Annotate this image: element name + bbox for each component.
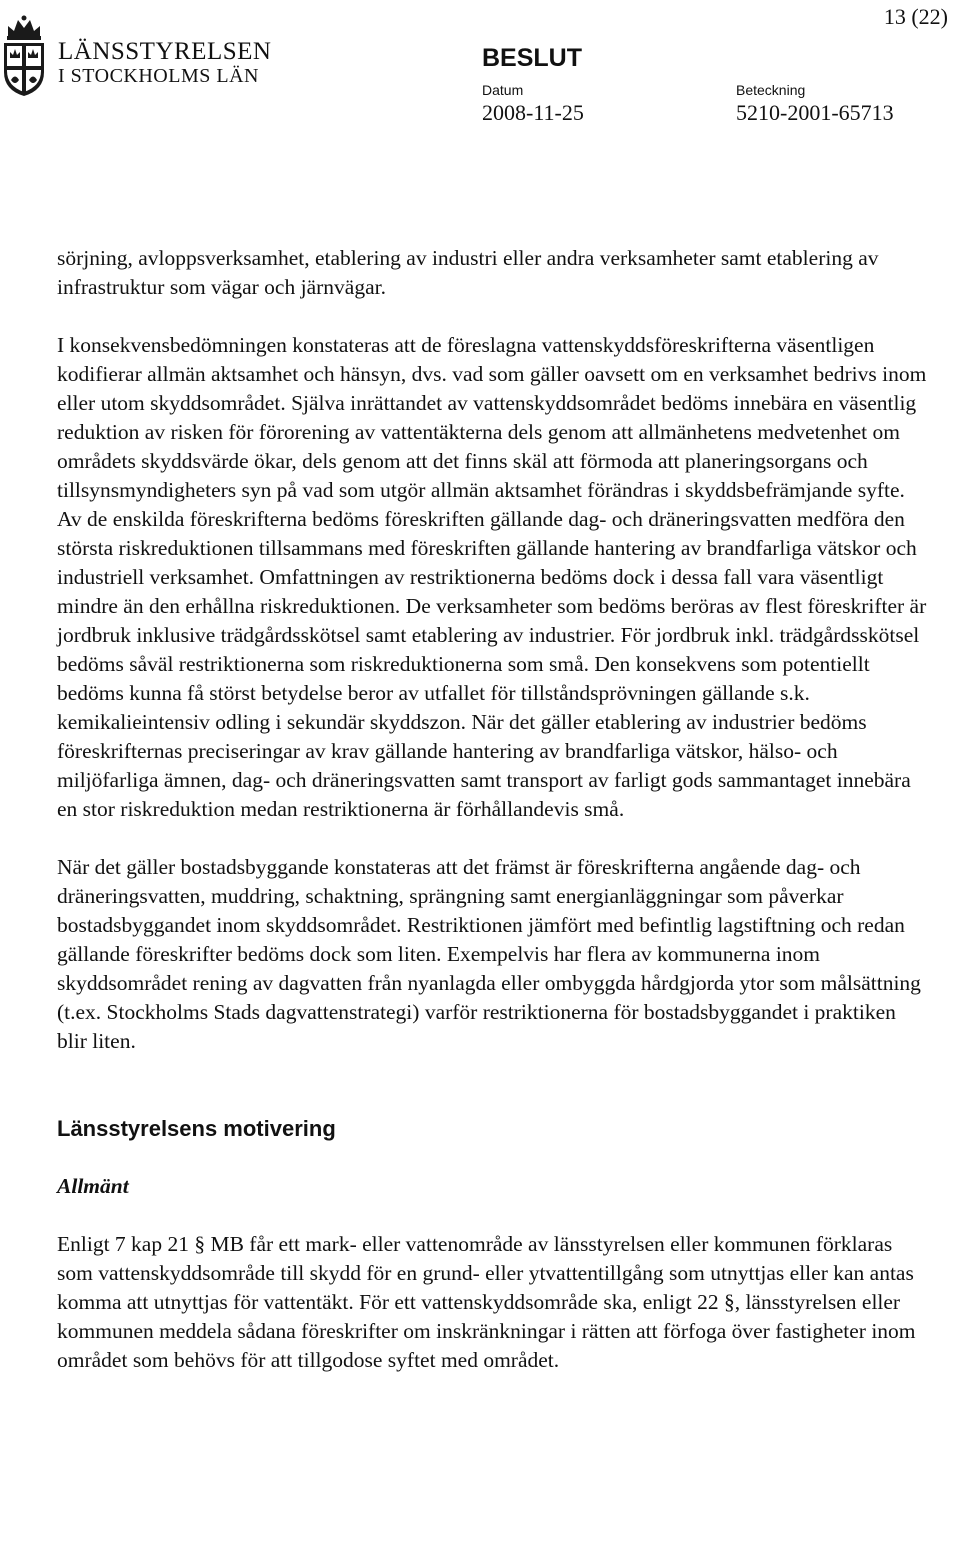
- document-body: [57, 244, 927, 1375]
- body-paragraph: sörjning, avloppsverksamhet, etablering av industri eller andra verksamheter samt etablering av infrastruktur som vägar och järnvägar.: [57, 246, 879, 299]
- document-type: BESLUT: [482, 44, 582, 72]
- body-paragraph: När det gäller bostadsbyggande konstateras att det främst är föreskrifterna angående dag- och dräneringsvatten, muddring, schaktning, sprängning samt energianläggningar som påverkar bostadsbyggandet inom skyddsområdet. Restriktionen jämfört med befintlig lagstiftning och redan gällande föreskrifter bedöms dock som liten. Exempelvis har flera av kommunerna inom skyddsområdet rening av dagvatten från nyanlagda eller ombyggda hårdgjorda ytor som målsättning (t.ex. Stockholms Stads dagvattenstrategi) varför restriktionerna för bostadsbyggandet i praktiken blir liten.: [57, 855, 921, 1053]
- logo-agency-name: LÄNSSTYRELSEN: [58, 38, 272, 65]
- body-paragraph: Enligt 7 kap 21 § MB får ett mark- eller vattenområde av länsstyrelsen eller kommunen förklaras som vattenskyddsområde till skydd för en grund- eller ytvattentillgång som utnyttjas eller kan antas komma att utnyttjas för vattentäkt. För ett vattenskyddsområde ska, enligt 22 §, länsstyrelsen eller kommunen meddela sådana föreskrifter om inskränkningar i rätten att förfoga över fastigheter inom området som behövs för att tillgodose syftet med området.: [57, 1232, 916, 1372]
- reference-label: Beteckning: [736, 82, 806, 98]
- section-heading: Länsstyrelsens motivering: [57, 1116, 336, 1141]
- subsection-heading: Allmänt: [57, 1174, 129, 1198]
- page-number: 13 (22): [883, 4, 948, 29]
- date-value: 2008-11-25: [482, 100, 584, 125]
- agency-logo: [0, 10, 271, 98]
- body-paragraph: I konsekvensbedömningen konstateras att de föreslagna vattenskyddsföreskrifterna väsentligen kodifierar allmän aktsamhet och hänsyn, dvs. vad som gäller oavsett om en verksamhet bedrivs inom eller utom skyddsområdet. Själva inrättandet av vattenskyddsområdet bedöms innebära en väsentlig reduktion av risken för förorening av vattentäkterna dels genom att allmänhetens medvetenhet om områdets skyddsvärde ökar, dels genom att det finns skäl att förmoda att planeringsorgans och tillsynsmyndigheters syn på vad som utgör allmän aktsamhet förändras i skyddsbefrämjande syfte. Av de enskilda föreskrifterna bedöms föreskriften gällande dag- och dräneringsvatten medföra den största riskreduktionen tillsammans med föreskriften gällande hantering av brandfarliga vätskor och industriell verksamhet. Omfattningen av restriktionerna bedöms dock i dessa fall vara väsentligt mindre än den erhållna riskreduktionen. De verksamheter som bedöms beröras av flest föreskrifter är jordbruk inklusive trädgårdsskötsel samt etablering av industrier. För jordbruk inkl. trädgårdsskötsel bedöms såväl restriktionerna som riskreduktionerna som små. Den konsekvens som potentiellt bedöms kunna få störst betydelse beror av utfallet för tillståndsprövningen gällande s.k. kemikalieintensiv odling i sekundär skyddszon. När det gäller etablering av industrier bedöms föreskrifternas preciseringar av krav gällande hantering av brandfarliga vätskor, hälso- och miljöfarliga ämnen, dag- och dräneringsvatten samt transport av farligt gods sammantaget innebära en stor riskreduktion medan restriktionerna är förhållandevis små.: [57, 333, 927, 821]
- coat-of-arms-icon: [0, 10, 48, 98]
- date-label: Datum: [482, 82, 524, 98]
- reference-value: 5210-2001-65713: [736, 100, 894, 125]
- logo-county-name: I STOCKHOLMS LÄN: [58, 65, 259, 87]
